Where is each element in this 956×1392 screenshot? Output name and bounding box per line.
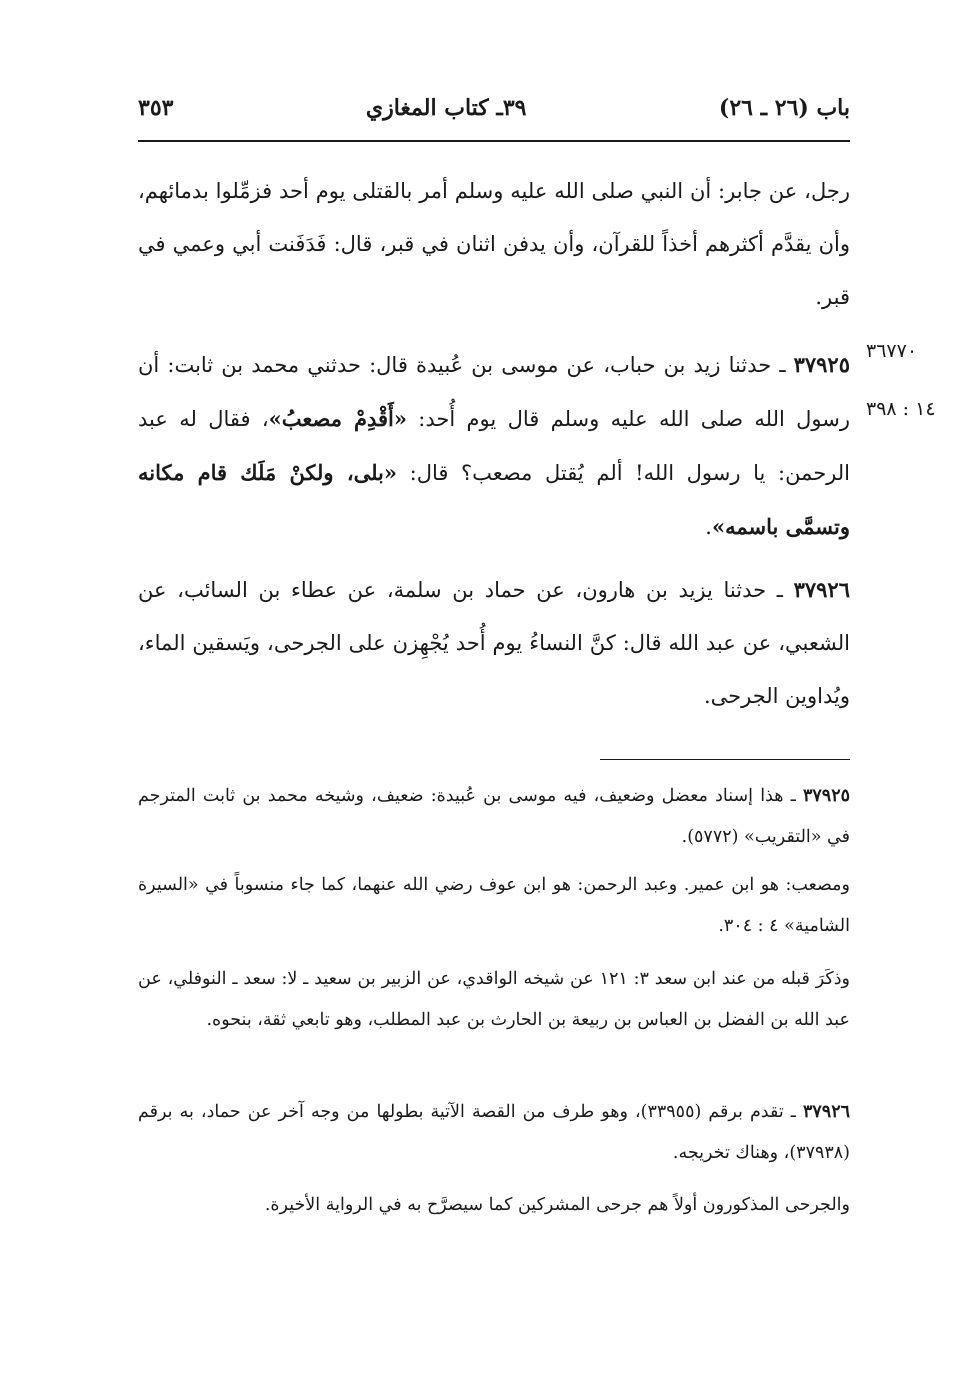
hadith-37925 [138,338,850,554]
footnote-37925 [138,776,850,858]
hadith-text: ـ حدثنا زيد بن حباب، عن موسى بن عُبيدة قال: حدثني محمد بن ثابت: أن رسول الله صلى الله عليه وسلم قال يوم أُحد: [138,353,850,431]
footnote-paragraph [138,1185,850,1226]
paragraph-text: رجل، عن جابر: أن النبي صلى الله عليه وسلم أمر بالقتلى يوم أحد فزمِّلوا بدمائهم، وأن يقدَّم أكثرهم أخذاً للقرآن، وأن يدفن اثنان في قبر، قال: فَدَفَنت أبي وعمي في قبر. [138,179,850,309]
hadith-quote: «بلى، ولكنْ مَلَك قام مكانه وتسمَّى باسمه» [138,460,850,539]
footnote-text: ـ هذا إسناد معضل وضعيف، فيه موسى بن عُبيدة: ضعيف، وشيخه محمد بن ثابت المترجم في «التقريب» (٥٧٧٢). [138,786,850,847]
hadith-number: ٣٧٩٢٦ [793,577,850,602]
footnote-paragraph [138,959,850,1041]
page-header [138,84,850,132]
footnote-number: ٣٧٩٢٥ [803,786,850,806]
footnote-37926 [138,1092,850,1174]
hadith-end: . [705,515,712,539]
hadith-text: ـ حدثنا يزيد بن هارون، عن حماد بن سلمة، عن عطاء بن السائب، عن الشعبي، عن عبد الله قال: كنَّ النساءُ يوم أُحد يُجْهِزن على الجرحى، ويَسقين الماء، ويُداوين الجرحى. [138,578,850,708]
footnote-text: ـ تقدم برقم (٣٣٩٥٥)، وهو طرف من القصة الآتية بطولها من وجه آخر عن حماد، به برقم (٣٧٩٣٨)، وهناك تخريجه. [138,1102,850,1163]
footnote-separator [600,759,850,760]
margin-reference: ٣٦٧٧٠ [866,340,918,362]
footnote-text: والجرحى المذكورون أولاً هم جرحى المشركين كما سيصرَّح به في الرواية الأخيرة. [264,1195,850,1215]
footnote-paragraph [138,865,850,947]
paragraph-continuation [138,165,850,324]
footnote-text: وذكَرَ قبله من عند ابن سعد ٣: ١٢١ عن شيخه الواقدي، عن الزبير بن سعيد ـ لا: سعد ـ النوفلي، عن عبد الله بن الفضل بن العباس بن ربيعة بن الحارث بن عبد المطلب، وهو تابعي ثقة، بنحوه. [138,969,850,1030]
footnote-number: ٣٧٩٢٦ [803,1102,850,1122]
margin-reference: ١٤ : ٣٩٨ [866,398,936,420]
hadith-37926 [138,563,850,723]
hadith-text-continued: ، فقال له عبد الرحمن: يا رسول الله! ألم يُقتل مصعب؟ قال: [138,407,850,485]
header-rule [138,140,850,142]
footnote-text: ومصعب: هو ابن عمير. وعبد الرحمن: هو ابن عوف رضي الله عنهما، كما جاء منسوباً في «السيرة الشامية» ٤ : ٣٠٤. [138,875,850,936]
chapter-section-label: باب (٢٦ ـ ٢٦) [718,95,850,121]
hadith-quote: «أَقْدِمْ مصعبُ» [268,406,407,431]
hadith-number: ٣٧٩٢٥ [793,352,850,377]
page-number: ٣٥٣ [138,95,174,121]
book-title: ٣٩ـ كتاب المغازي [365,95,527,121]
